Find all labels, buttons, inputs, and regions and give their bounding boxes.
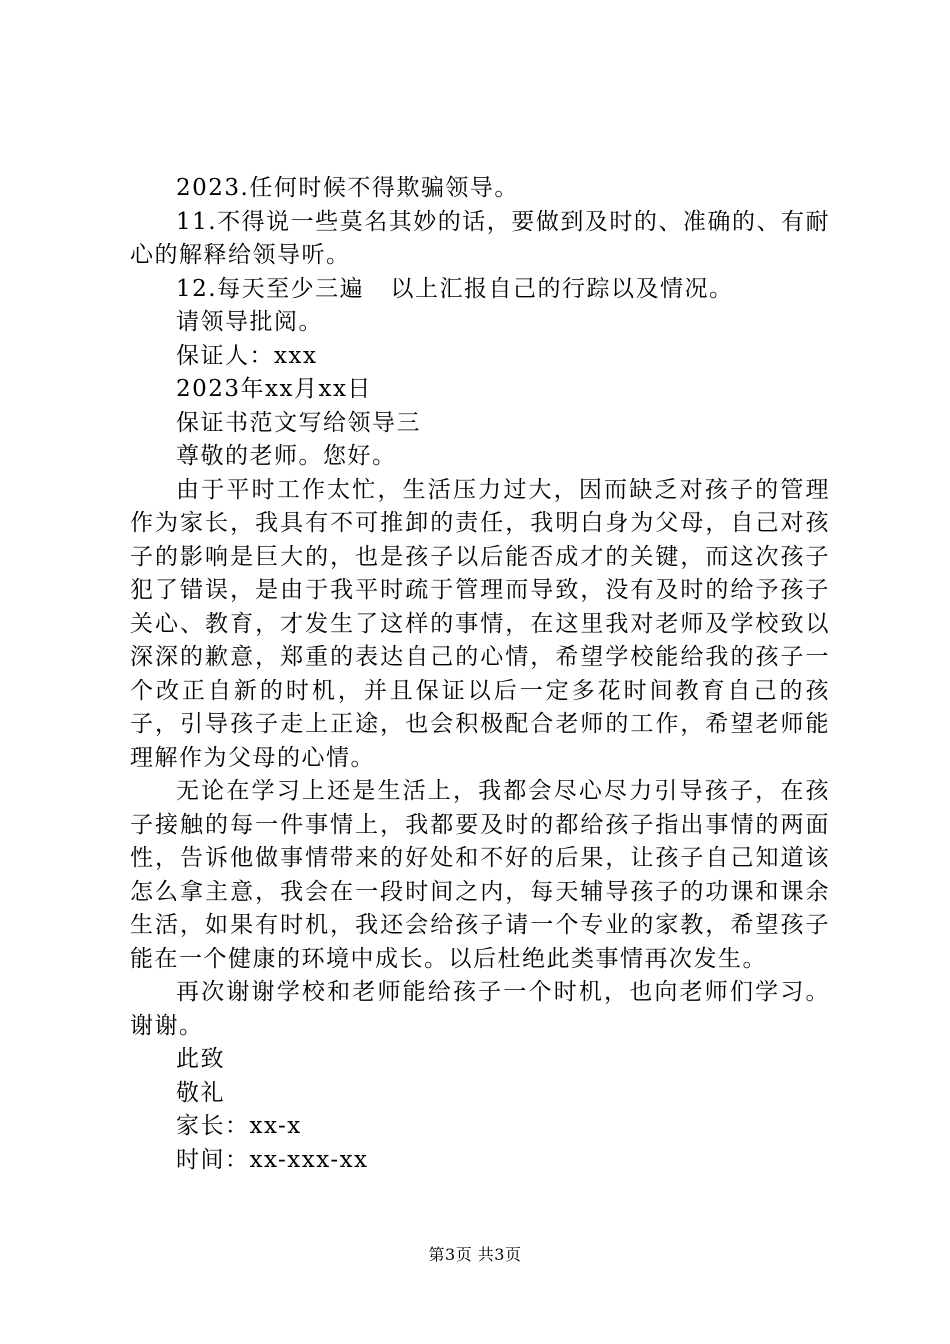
time-line: 时间：xx-xxx-xx	[176, 1146, 369, 1173]
page-footer	[0, 1244, 950, 1266]
document-body	[130, 172, 830, 1177]
paragraph-3: 再次谢谢学校和老师能给孩子一个时机，也向老师们学习。谢谢。	[130, 979, 830, 1039]
request-line: 请领导批阅。	[176, 309, 323, 335]
parent-signature: 家长：xx-x	[176, 1113, 302, 1139]
page-number: 第3页 共3页	[428, 1245, 522, 1264]
guarantor-line: 保证人：xxx	[176, 342, 318, 369]
item-2023: 2023.任何时候不得欺骗领导。	[176, 175, 519, 201]
salutation: 尊敬的老师。您好。	[176, 443, 397, 469]
item-12: 12.每天至少三遍 以上汇报自己的行踪以及情况。	[176, 275, 734, 302]
paragraph-1: 由于平时工作太忙，生活压力过大，因而缺乏对孩子的管理作为家长，我具有不可推卸的责任，我明白身为父母，自己对孩子的影响是巨大的，也是孩子以后能否成才的关键，而这次孩子犯了错误，是由于我平时疏于管理而导致，没有及时的给予孩子关心、教育，才发生了这样的事情，在这里我对老师及学校致以深深的歉意，郑重的表达自己的心情，希望学校能给我的孩子一个改正自新的时机，并且保证以后一定多花时间教育自己的孩子，引导孩子走上正途，也会积极配合老师的工作，希望老师能理解作为父母的心情。	[130, 476, 830, 771]
date-line: 2023年xx月xx日	[176, 376, 372, 402]
closing-line-1: 此致	[176, 1046, 225, 1072]
section-title: 保证书范文写给领导三	[176, 409, 421, 436]
paragraph-2: 无论在学习上还是生活上，我都会尽心尽力引导孩子，在孩子接触的每一件事情上，我都要及时的都给孩子指出事情的两面性，告诉他做事情带来的好处和不好的后果，让孩子自己知道该怎么拿主意，我会在一段时间之内，每天辅导孩子的功课和课余生活，如果有时机，我还会给孩子请一个专业的家教，希望孩子能在一个健康的环境中成长。以后杜绝此类事情再次发生。	[130, 778, 830, 972]
item-11: 11.不得说一些莫名其妙的话，要做到及时的、准确的、有耐心的解释给领导听。	[130, 208, 830, 268]
closing-line-2: 敬礼	[176, 1079, 225, 1106]
